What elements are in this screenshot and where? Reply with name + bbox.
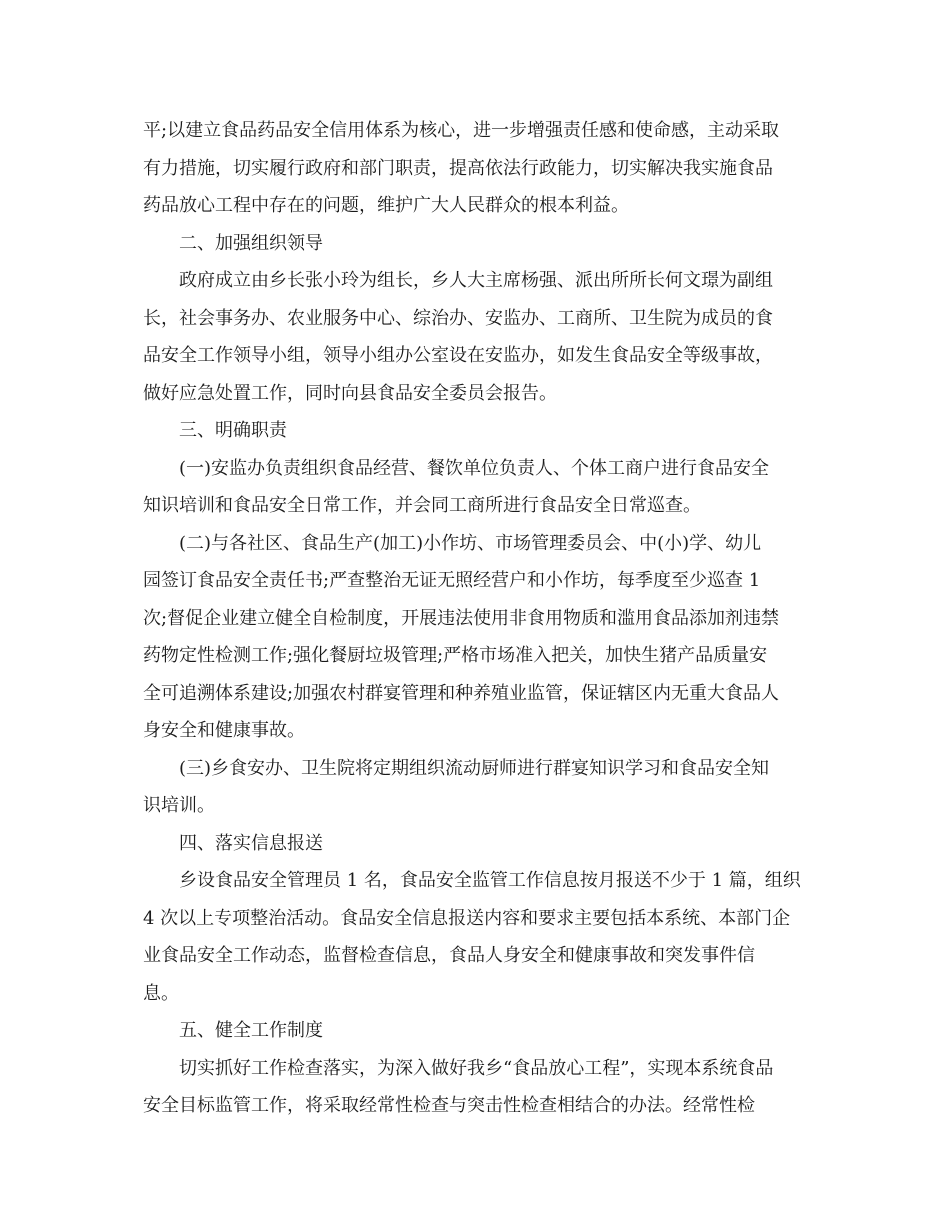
text-line: 识培训。 (143, 795, 215, 816)
text-line: 四、落实信息报送 (179, 832, 323, 854)
text-line: 平;以建立食品药品安全信用体系为核心，进一步增强责任感和使命感，主动采取 (143, 120, 780, 141)
text-line: 全可追溯体系建设;加强农村群宴管理和种养殖业监管，保证辖区内无重大食品人 (143, 682, 780, 704)
text-line: 息。 (143, 982, 179, 1004)
text-line: 长，社会事务办、农业服务中心、综治办、安监办、工商所、卫生院为成员的食 (143, 307, 773, 329)
text-line: 园签订食品安全责任书;严查整治无证无照经营户和小作坊，每季度至少巡查 1 (143, 570, 761, 591)
text-line: 二、加强组织领导 (179, 232, 323, 254)
text-line: 知识培训和食品安全日常工作，并会同工商所进行食品安全日常巡查。 (143, 495, 701, 516)
text-line: 政府成立由乡长张小玲为组长，乡人大主席杨强、派出所所长何文璟为副组 (179, 270, 773, 291)
text-line: 有力措施，切实履行政府和部门职责，提高依法行政能力，切实解决我实施食品 (143, 157, 773, 179)
text-line: 切实抓好工作检查落实，为深入做好我乡“食品放心工程”，实现本系统食品 (179, 1057, 774, 1079)
text-line: 次;督促企业建立健全自检制度，开展违法使用非食用物质和滥用食品添加剂违禁 (143, 607, 780, 629)
text-line: 品安全工作领导小组，领导小组办公室设在安监办，如发生食品安全等级事故， (143, 345, 773, 366)
text-line: 乡设食品安全管理员 1 名，食品安全监管工作信息按月报送不少于 1 篇，组织 (179, 870, 801, 891)
text-line: 药物定性检测工作;强化餐厨垃圾管理;严格市场准入把关，加快生猪产品质量安 (143, 645, 768, 666)
text-line: (一)安监办负责组织食品经营、餐饮单位负责人、个体工商户进行食品安全 (179, 457, 770, 479)
text-line: 4 次以上专项整治活动。食品安全信息报送内容和要求主要包括本系统、本部门企 (143, 907, 791, 929)
text-line: (三)乡食安办、卫生院将定期组织流动厨师进行群宴知识学习和食品安全知 (179, 757, 770, 779)
text-line: 做好应急处置工作，同时向县食品安全委员会报告。 (143, 382, 557, 404)
text-line: 安全目标监管工作，将采取经常性检查与突击性检查相结合的办法。经常性检 (143, 1095, 755, 1116)
text-line: (二)与各社区、食品生产(加工)小作坊、市场管理委员会、中(小)学、幼儿 (179, 532, 762, 554)
text-line: 三、明确职责 (179, 420, 287, 441)
document-body (143, 112, 808, 1125)
text-line: 五、健全工作制度 (179, 1020, 323, 1041)
text-line: 业食品安全工作动态，监督检查信息，食品人身安全和健康事故和突发事件信 (143, 945, 755, 966)
text-line: 药品放心工程中存在的问题，维护广大人民群众的根本利益。 (143, 195, 629, 216)
text-line: 身安全和健康事故。 (143, 720, 305, 741)
